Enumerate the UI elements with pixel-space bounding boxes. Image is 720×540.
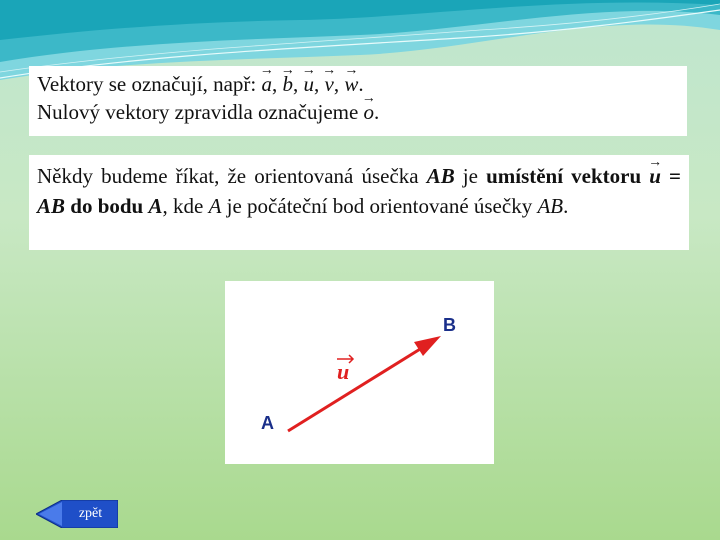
vector-b: → b	[283, 70, 294, 98]
vector-diagram	[225, 281, 494, 464]
vector-a: → a	[262, 70, 273, 98]
vector-w: → w	[344, 70, 358, 98]
back-button[interactable]	[36, 500, 118, 528]
zero-vector-line: Nulový vektory zpravidla označujeme → o.	[37, 98, 679, 126]
vector-u-label: u	[337, 359, 350, 384]
vector-o: → o	[364, 98, 375, 126]
vector-figure	[225, 281, 494, 464]
vector-arrow-line	[288, 346, 425, 431]
vector-u-bold: → u	[649, 161, 661, 191]
point-b-label: B	[443, 315, 456, 335]
back-button-label: zpět	[78, 506, 103, 521]
point-a-label: A	[261, 413, 274, 433]
definition-box: Někdy budeme říkat, že orientovaná úsečka AB je umístění vektoru → u = AB do bodu A, kde A je počáteční bod orientované úsečky AB.	[29, 155, 689, 250]
vector-u: → u	[304, 70, 315, 98]
notation-line: Vektory se označují, např: → a, → b, → u, → v, → w.	[37, 70, 679, 98]
vector-arrow-head	[414, 336, 441, 356]
vector-notation-box	[29, 66, 687, 136]
vector-v: → v	[325, 70, 334, 98]
